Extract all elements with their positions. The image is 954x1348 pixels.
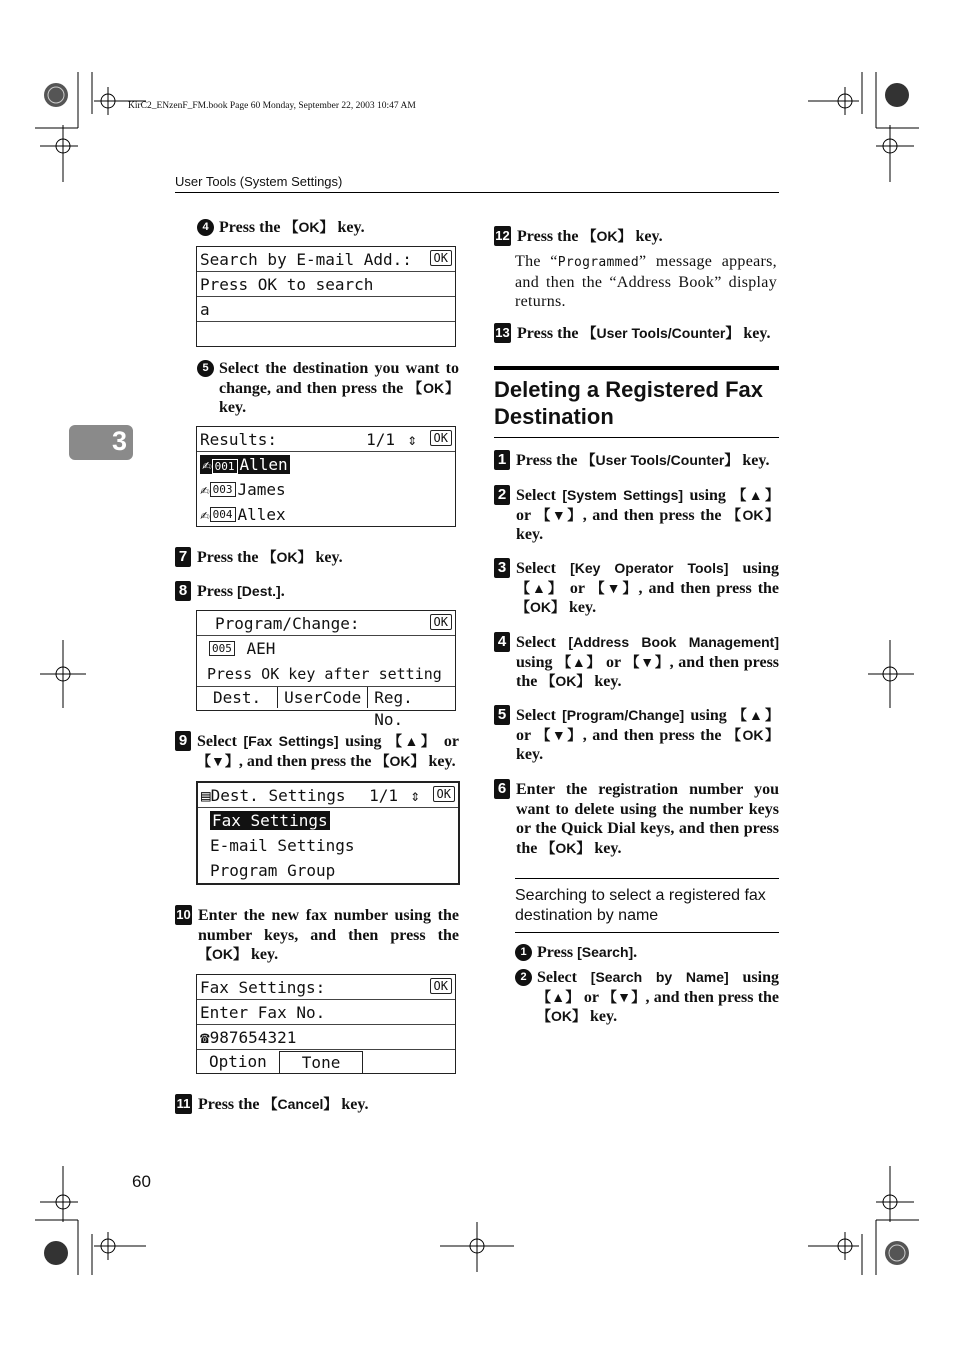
usercode-softkey: UserCode: [278, 687, 368, 708]
search-step-1: 1 Press [Search].: [515, 943, 779, 963]
section-heading: [494, 366, 779, 438]
step-number: 4: [197, 219, 214, 236]
print-meta-line: KirC2_ENzenF_FM.book Page 60 Monday, September 22, 2003 10:47 AM: [128, 101, 416, 111]
step-11: 11 Press the 【Cancel】 key.: [176, 1096, 369, 1113]
step-7: 7 Press the 【OK】 key.: [175, 548, 459, 568]
step-13: 13 Press the 【User Tools/Counter】 key.: [495, 325, 771, 342]
ok-indicator: OK: [430, 250, 452, 266]
tone-softkey: Tone: [280, 1051, 364, 1073]
fax-settings-option-selected: Fax Settings: [212, 811, 328, 830]
step-8: 8 Press [Dest.].: [175, 582, 459, 602]
page-number: 60: [132, 1172, 151, 1191]
step-10: 10 Enter the new fax number using the number keys, and then press the 【OK】 key.: [176, 907, 459, 963]
delete-step-4: 4 Select [Address Book Management] using 【▲】 or 【▼】, and then press the 【OK】 key.: [494, 633, 779, 692]
phone-icon: ☎: [200, 1027, 210, 1047]
dest-softkey: Dest.: [197, 687, 278, 708]
delete-step-1: 1 Press the 【User Tools/Counter】 key.: [494, 451, 779, 471]
search-step-2: 2 Select [Search by Name] using 【▲】 or 【▼】, and then press the 【OK】 key.: [515, 968, 779, 1027]
address-book-icon: ✍: [200, 505, 210, 524]
address-book-icon: ✍: [200, 480, 210, 499]
up-down-arrows-icon: ⇕: [410, 785, 420, 805]
section-title: Deleting a Registered Fax Destination: [494, 377, 763, 429]
result-entry-selected: ✍ 001 Allen: [202, 455, 288, 474]
step-4: 4 Press the 【OK】 key.: [197, 218, 459, 238]
email-settings-option: E-mail Settings: [210, 836, 355, 855]
lcd-search-email: Search by E-mail Add.: OK Press OK to search a: [196, 246, 456, 347]
up-down-arrows-icon: ⇕: [407, 429, 417, 449]
program-group-option: Program Group: [210, 861, 336, 880]
lcd-program-change: Program/Change: OK 005 AEH Press OK key after setting Dest. UserCode Reg. No.: [196, 610, 456, 711]
lcd-dest-settings: ▤ Dest. Settings 1/1 ⇕ OK Fax Settings E-mail Settings Program Group: [196, 781, 460, 885]
subsection-heading: Searching to select a registered fax destination by name: [515, 878, 779, 933]
lcd-results: Results: 1/1 ⇕ OK ✍ 001 Allen ✍ 003 James ✍ 004 Allex: [196, 426, 456, 527]
reg-no-softkey: Reg. No.: [374, 688, 413, 729]
delete-step-3: 3 Select [Key Operator Tools] using 【▲】 or 【▼】, and then press the 【OK】 key.: [494, 559, 779, 618]
address-book-icon: ✍: [202, 455, 212, 474]
step-5: 5 Select the destination you want to change, and then press the 【OK】 key.: [197, 359, 459, 418]
ok-key-label: 【OK】: [284, 219, 334, 235]
running-head: User Tools (System Settings): [175, 174, 343, 189]
chapter-tab: [69, 425, 133, 460]
header-rule: [175, 192, 779, 193]
step-12-note: The “Programmed” message appears, and then the “Address Book” display returns.: [515, 253, 777, 310]
delete-step-2: 2 Select [System Settings] using 【▲】 or 【▼】, and then press the 【OK】 key.: [494, 486, 779, 545]
option-softkey: Option: [197, 1051, 280, 1073]
lcd-fax-settings: Fax Settings: OK Enter Fax No. ☎ 987654321 Option Tone: [196, 974, 456, 1074]
step-12: 12 Press the 【OK】 key.: [495, 228, 663, 245]
list-icon: ▤: [201, 785, 211, 805]
step-9: 9 Select [Fax Settings] using 【▲】 or 【▼】, and then press the 【OK】 key.: [175, 732, 459, 771]
delete-step-5: 5 Select [Program/Change] using 【▲】 or 【▼】, and then press the 【OK】 key.: [494, 706, 779, 765]
chapter-number: 3: [111, 426, 127, 456]
result-entry: ✍ 003 James: [200, 480, 286, 499]
result-entry: ✍ 004 Allex: [200, 505, 286, 524]
delete-step-6: 6 Enter the registration number you want to delete using the number keys or the Quick Dial keys, and then press the 【OK】 key.: [494, 780, 779, 858]
